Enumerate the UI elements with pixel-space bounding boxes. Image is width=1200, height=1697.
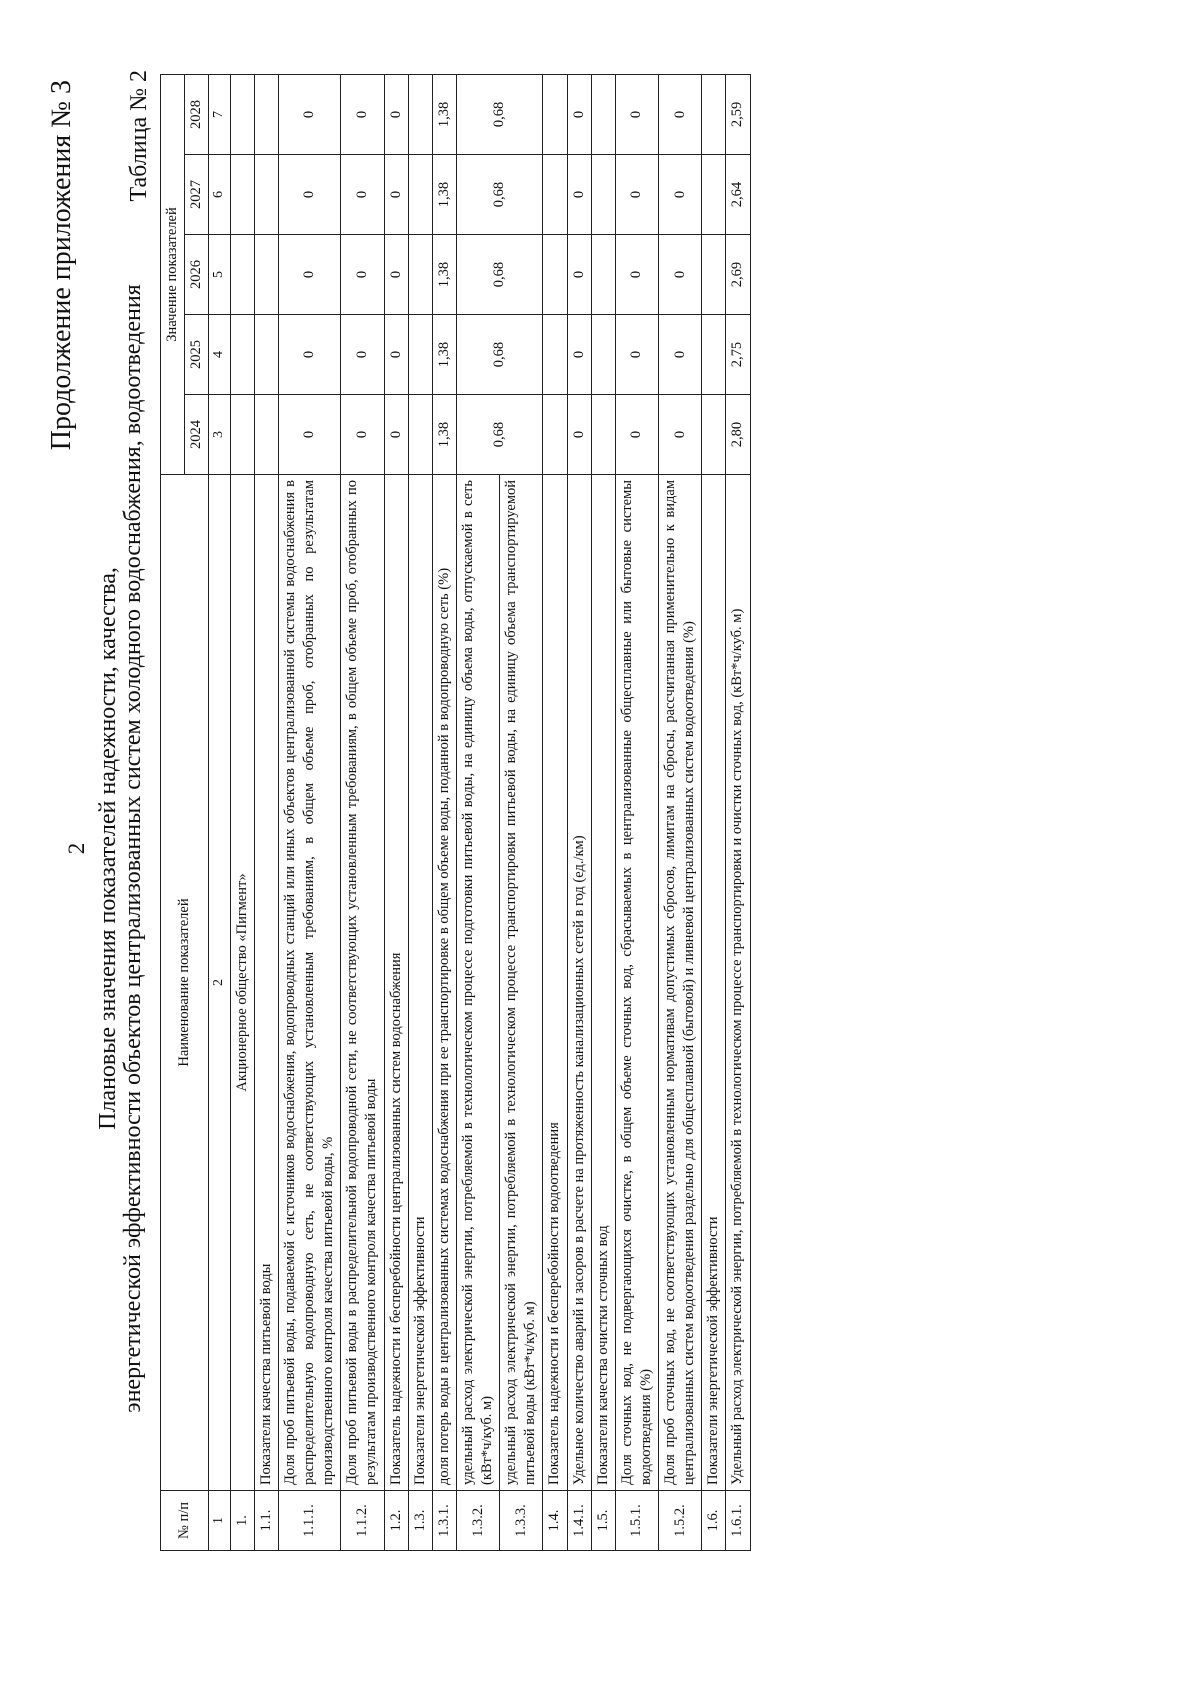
value-cell: 0: [384, 315, 408, 395]
indicator-name: Показатель надежности и бесперебойности централизованных систем водоснабжения: [384, 475, 408, 1491]
indicator-name: Удельный расход электрической энергии, потребляемой в технологическом процессе транспортировки и очистки сточных вод, (кВт*ч/куб. м): [726, 475, 750, 1491]
table-row: [278, 74, 340, 1550]
empty-cell: [543, 395, 567, 475]
row-number: 1.4.1.: [567, 1491, 591, 1551]
row-number: 1.5.1.: [615, 1491, 658, 1551]
value-cell: 1,38: [432, 235, 456, 315]
value-cell: 2,80: [726, 395, 750, 475]
header-year: 2025: [185, 315, 209, 395]
value-cell: 0: [659, 315, 702, 395]
value-cell: 0: [341, 395, 384, 475]
indicator-name: доля потерь воды в централизованных системах водоснабжения при ее транспортировке в общем объеме воды, поданной в водопроводную сеть (%): [432, 475, 456, 1491]
empty-cell: [543, 74, 567, 154]
value-cell: 2,59: [726, 74, 750, 154]
empty-cell: [591, 315, 615, 395]
value-cell: 0,68: [456, 74, 543, 154]
empty-cell: [408, 395, 432, 475]
value-cell: 2,69: [726, 235, 750, 315]
table-row: [726, 74, 750, 1550]
row-number: 1.6.: [702, 1491, 726, 1551]
value-cell: 0: [278, 395, 340, 475]
row-number: 1.1.2.: [341, 1491, 384, 1551]
row-number: 1.3.: [408, 1491, 432, 1551]
value-cell: 0: [384, 235, 408, 315]
row-number: 1.5.: [591, 1491, 615, 1551]
empty-cell: [702, 315, 726, 395]
index-cell: 7: [209, 74, 230, 154]
section-row: [702, 74, 726, 1550]
value-cell: 0: [615, 315, 658, 395]
empty-cell: [543, 235, 567, 315]
index-cell: 3: [209, 395, 230, 475]
empty-cell: [702, 74, 726, 154]
header-num: № п/п: [161, 1491, 209, 1551]
empty-cell: [591, 74, 615, 154]
value-cell: 1,38: [432, 155, 456, 235]
value-cell: 0: [567, 315, 591, 395]
row-number: 1.: [230, 1491, 254, 1551]
empty-cell: [254, 395, 278, 475]
header-values: Значение показателей: [161, 74, 185, 474]
table-row: [384, 74, 408, 1550]
header-year: 2026: [185, 235, 209, 315]
indicator-name: Доля сточных вод, не подвергающихся очистке, в общем объеме сточных вод, сбрасываемых в централизованные общесплавные или бытовые системы водоотведения (%): [615, 475, 658, 1491]
empty-cell: [702, 155, 726, 235]
value-cell: 0: [278, 235, 340, 315]
empty-cell: [702, 395, 726, 475]
table-row: [432, 74, 456, 1550]
value-cell: 0,68: [456, 395, 543, 475]
indicator-name: Доля проб питьевой воды, подаваемой с источников водоснабжения, водопроводных станций или иных объектов централизованной системы водоснабжения в распределительную водопроводную сеть, не соответствующих установленным требованиям, в общем объеме проб, отобранных по результатам производственного контроля качества питьевой воды, %: [278, 475, 340, 1491]
table-row: [659, 74, 702, 1550]
value-cell: 0: [384, 74, 408, 154]
index-cell: 1: [209, 1491, 230, 1551]
row-number: 1.1.: [254, 1491, 278, 1551]
value-cell: 0: [615, 395, 658, 475]
value-cell: 0: [341, 315, 384, 395]
value-cell: 0: [615, 74, 658, 154]
empty-cell: [254, 235, 278, 315]
header-year: 2027: [185, 155, 209, 235]
table-row: [341, 74, 384, 1550]
value-cell: 1,38: [432, 74, 456, 154]
org-row: [230, 74, 254, 1550]
indicators-table: [160, 74, 751, 1551]
page-number: 2: [64, 842, 89, 855]
value-cell: 0: [567, 155, 591, 235]
value-cell: 1,38: [432, 315, 456, 395]
indicator-name: Показатель надежности и бесперебойности водоотведения: [543, 475, 567, 1491]
row-number: 1.4.: [543, 1491, 567, 1551]
row-number: 1.3.2.: [456, 1491, 499, 1551]
org-name: Акционерное общество «Пигмент»: [230, 475, 254, 1491]
empty-cell: [408, 235, 432, 315]
document-title-line2: энергетической эффективности объектов централизованных систем холодного водоснабжения, водоотведения: [120, 284, 146, 1413]
row-number: 1.6.1.: [726, 1491, 750, 1551]
value-cell: 2,75: [726, 315, 750, 395]
value-cell: 0: [567, 235, 591, 315]
value-cell: 0: [567, 395, 591, 475]
row-number: 1.5.2.: [659, 1491, 702, 1551]
row-number: 1.3.1.: [432, 1491, 456, 1551]
row-number: 1.3.3.: [500, 1491, 543, 1551]
empty-cell: [254, 155, 278, 235]
appendix-label: Продолжение приложения № 3: [46, 80, 77, 451]
value-cell: 0: [659, 155, 702, 235]
section-row: [408, 74, 432, 1550]
indicator-name: удельный расход электрической энергии, потребляемой в технологическом процессе транспортировки питьевой воды, на единицу объема транспортируемой питьевой воды (кВт*ч/куб. м): [500, 475, 543, 1491]
value-cell: 1,38: [432, 395, 456, 475]
value-cell: 0: [278, 155, 340, 235]
indicator-name: Показатели энергетической эффективности: [408, 475, 432, 1491]
index-cell: 6: [209, 155, 230, 235]
value-cell: 2,64: [726, 155, 750, 235]
header-year: 2024: [185, 395, 209, 475]
empty-cell: [591, 155, 615, 235]
value-cell: 0: [659, 74, 702, 154]
indicator-name: Удельное количество аварий и засоров в расчете на протяженность канализационных сетей в год (ед./км): [567, 475, 591, 1491]
empty-cell: [591, 235, 615, 315]
section-row: [543, 74, 567, 1550]
indicator-name: Показатели энергетической эффективности: [702, 475, 726, 1491]
table-row: [456, 74, 499, 1550]
indicator-name: Показатели качества питьевой воды: [254, 475, 278, 1491]
value-cell: 0,68: [456, 155, 543, 235]
empty-cell: [702, 235, 726, 315]
value-cell: 0: [659, 235, 702, 315]
table-body: [230, 74, 750, 1550]
value-cell: 0: [615, 155, 658, 235]
empty-cell: [543, 315, 567, 395]
value-cell: 0,68: [456, 315, 543, 395]
value-cell: 0: [278, 74, 340, 154]
section-row: [591, 74, 615, 1550]
indicator-name: удельный расход электрической энергии, потребляемой в технологическом процессе подготовки питьевой воды, на единицу объема воды, отпускаемой в сеть (кВт*ч/куб. м): [456, 475, 499, 1491]
empty-cell: [591, 395, 615, 475]
empty-cell: [408, 315, 432, 395]
value-cell: 0: [341, 235, 384, 315]
value-cell: 0,68: [456, 235, 543, 315]
header-name: Наименование показателей: [161, 475, 209, 1491]
indicator-name: Показатели качества очистки сточных вод: [591, 475, 615, 1491]
index-cell: 5: [209, 235, 230, 315]
empty-cell: [408, 155, 432, 235]
document-title-line1: Плановые значения показателей надежности, качества,: [95, 567, 121, 1130]
table-label: Таблица № 2: [126, 70, 152, 202]
indicator-name: Доля проб питьевой воды в распределительной водопроводной сети, не соответствующих установленным требованиям, в общем объеме проб, отобранных по результатам производственного контроля качества питьевой воды: [341, 475, 384, 1491]
value-cell: 0: [341, 74, 384, 154]
value-cell: 0: [659, 395, 702, 475]
empty-cell: [254, 74, 278, 154]
row-number: 1.1.1.: [278, 1491, 340, 1551]
indicator-name: Доля проб сточных вод, не соответствующих установленным нормативам допустимых сбросов, лимитам на сбросы, рассчитанная применительно к видам централизованных систем водоотведения раздельно для общесплавной (бытовой) и ливневой централизованных систем водоотведения (%): [659, 475, 702, 1491]
empty-cell: [408, 74, 432, 154]
value-cell: 0: [278, 315, 340, 395]
empty-cell: [254, 315, 278, 395]
index-cell: 2: [209, 475, 230, 1491]
table-row: [567, 74, 591, 1550]
empty-cell: [543, 155, 567, 235]
value-cell: 0: [567, 74, 591, 154]
section-row: [254, 74, 278, 1550]
table-row: [615, 74, 658, 1550]
row-number: 1.2.: [384, 1491, 408, 1551]
value-cell: 0: [384, 395, 408, 475]
header-year: 2028: [185, 74, 209, 154]
value-cell: 0: [341, 155, 384, 235]
value-cell: 0: [384, 155, 408, 235]
value-cell: 0: [615, 235, 658, 315]
index-cell: 4: [209, 315, 230, 395]
